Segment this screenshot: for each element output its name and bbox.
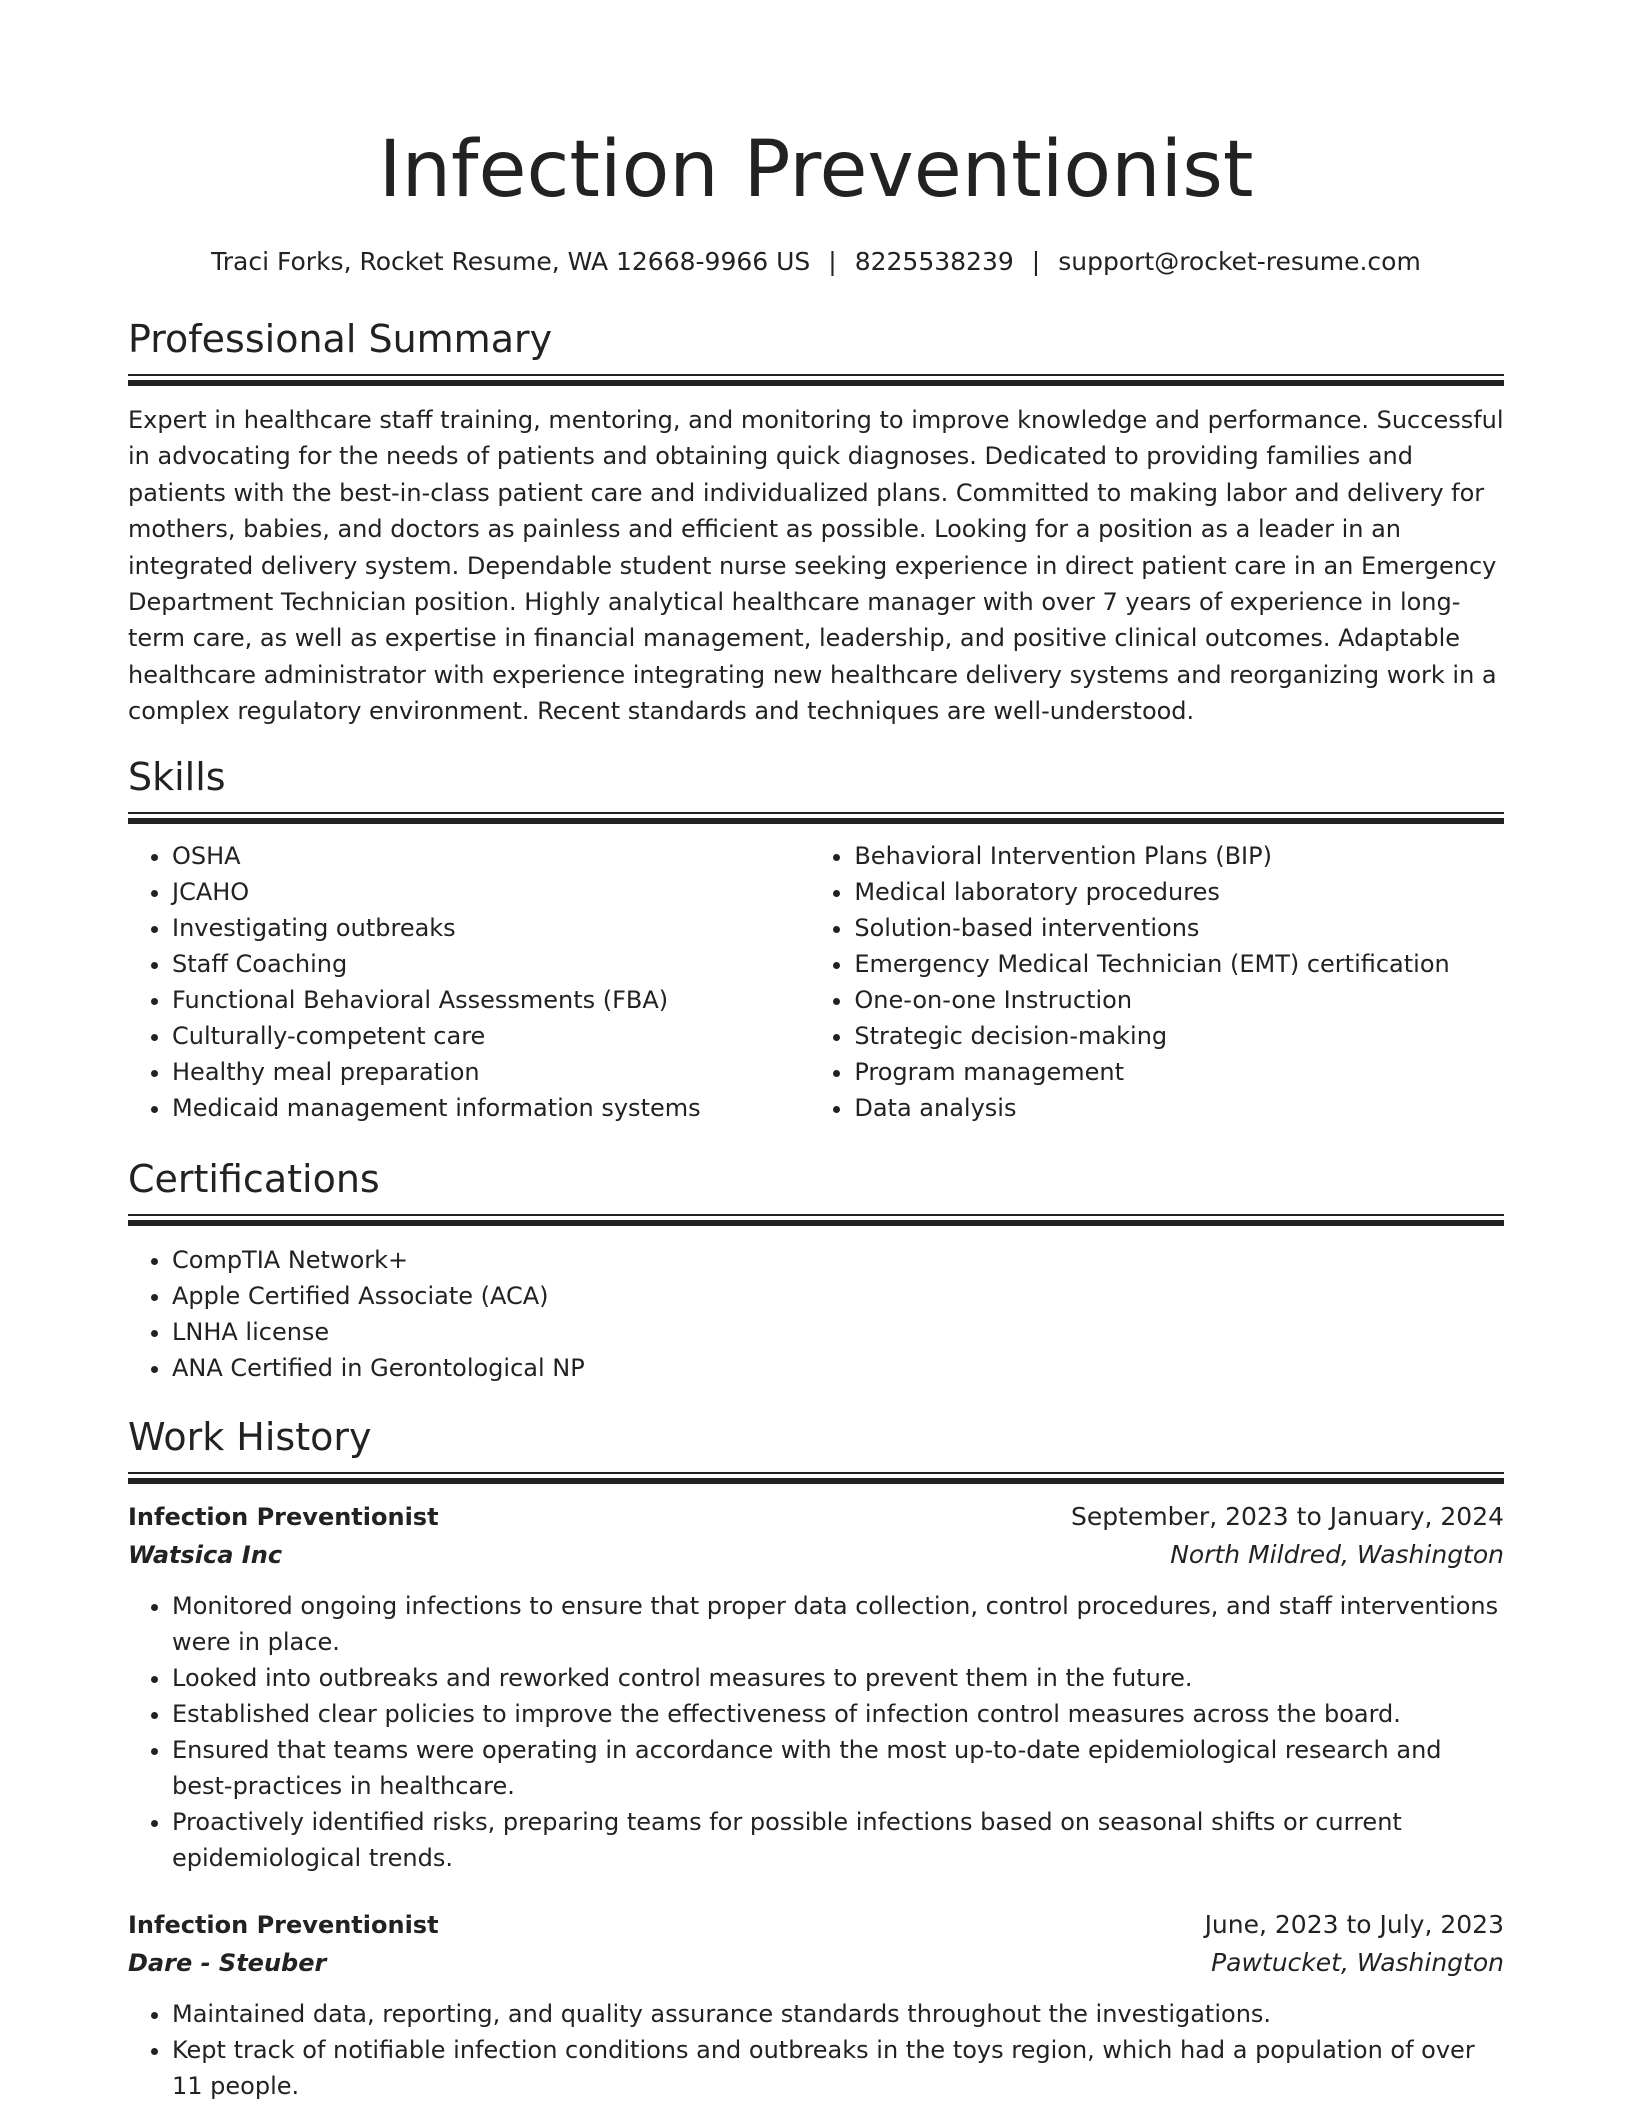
contact-line [128,244,1504,280]
skill-item: • Medical laboratory procedures [854,874,1504,910]
job-bullet: • Looked into outbreaks and reworked control measures to prevent them in the future. [172,1660,1504,1696]
section-heading: Work History [128,1414,372,1459]
section-heading: Certifications [128,1156,380,1201]
skills-list-left [128,838,810,1126]
skill-item: • Culturally-competent care [172,1018,810,1054]
job-bullet: • Monitored ongoing infections to ensure that proper data collection, control procedures, and staff interventions were in place. [172,1588,1504,1660]
job-location: Pawtucket, Washington [1211,1947,1504,1977]
job-bullet: • Maintained data, reporting, and quality assurance standards throughout the investigations. [172,1996,1504,2032]
section-divider [128,1478,1504,1484]
contact-separator: | [828,247,837,276]
certification-item: • LNHA license [172,1314,1504,1350]
section-divider [128,1472,1504,1474]
skill-item: • Behavioral Intervention Plans (BIP) [854,838,1504,874]
skill-item: • OSHA [172,838,810,874]
skill-item: • JCAHO [172,874,810,910]
job-bullets [128,1588,1504,1876]
contact-address: Traci Forks, Rocket Resume, WA 12668-9966 US [211,247,811,276]
resume-title: Infection Preventionist [378,125,1254,215]
job-company: Dare - Steuber [128,1948,327,1977]
summary-section [128,314,1504,730]
contact-phone: 8225538239 [854,247,1014,276]
job-header [128,1906,1504,1944]
skill-item: • Functional Behavioral Assessments (FBA) [172,982,810,1018]
skill-item: • Investigating outbreaks [172,910,810,946]
job-bullet: • Established clear policies to improve the effectiveness of infection control measures across the board. [172,1696,1504,1732]
section-divider [128,812,1504,814]
job-bullet: • Ensured that teams were operating in accordance with the most up-to-date epidemiological research and best-practices in healthcare. [172,1732,1504,1804]
section-divider [128,1214,1504,1216]
certifications-list [128,1242,1504,1386]
section-divider [128,374,1504,376]
section-divider [128,380,1504,386]
skills-list-right [810,838,1504,1126]
job-dates: June, 2023 to July, 2023 [1204,1909,1504,1939]
job-title: Infection Preventionist [128,1502,439,1531]
certification-item: • ANA Certified in Gerontological NP [172,1350,1504,1386]
section-heading: Professional Summary [128,317,553,361]
job-subheader [128,1536,1504,1574]
skill-item: • Healthy meal preparation [172,1054,810,1090]
job-entry [128,1906,1504,2104]
job-subheader [128,1944,1504,1982]
contact-separator: | [1031,247,1041,276]
job-dates: September, 2023 to January, 2024 [1071,1501,1504,1531]
skill-item: • Medicaid management information systems [172,1090,810,1126]
certification-item: • CompTIA Network+ [172,1242,1504,1278]
section-divider [128,1220,1504,1226]
skills-grid [128,838,1504,1126]
skills-section [128,752,1504,1126]
skill-item: • Solution-based interventions [854,910,1504,946]
job-bullet: • Kept track of notifiable infection conditions and outbreaks in the toys region, which had a population of over 11 people. [172,2032,1504,2104]
certifications-section [128,1154,1504,1386]
certification-item: • Apple Certified Associate (ACA) [172,1278,1504,1314]
skill-item: • Data analysis [854,1090,1504,1126]
skill-item: • Staff Coaching [172,946,810,982]
job-company: Watsica Inc [128,1540,283,1569]
job-header [128,1498,1504,1536]
skill-item: • Program management [854,1054,1504,1090]
section-divider [128,818,1504,824]
job-bullet: • Proactively identified risks, preparing teams for possible infections based on seasonal shifts or current epidemiological trends. [172,1804,1504,1876]
job-title: Infection Preventionist [128,1910,439,1939]
job-entry [128,1498,1504,1876]
job-location: North Mildred, Washington [1170,1539,1504,1569]
contact-email: support@rocket-resume.com [1058,247,1421,276]
work-history-section [128,1412,1504,2104]
job-bullets [128,1996,1504,2104]
section-heading: Skills [128,754,226,799]
skill-item: • Emergency Medical Technician (EMT) certification [854,946,1504,982]
skill-item: • Strategic decision-making [854,1018,1504,1054]
skill-item: • One-on-one Instruction [854,982,1504,1018]
summary-text: Expert in healthcare staff training, mentoring, and monitoring to improve knowledge and performance. Successful in advocating for the needs of patients and obtaining quick diagnoses. Dedicated to providing families and patients with the best-in-class patient care and individualized plans. Committed to making labor and delivery for mothers, babies, and doctors as painless and efficient as possible. Looking for a position as a leader in an integrated delivery system. Dependable student nurse seeking experience in direct patient care in an Emergency Department Technician position. Highly analytical healthcare manager with over 7 years of experience in long-term care, as well as expertise in financial management, leadership, and positive clinical outcomes. Adaptable healthcare administrator with experience integrating new healthcare delivery systems and reorganizing work in a complex regulatory environment. Recent standards and techniques are well-understood. [128,406,1504,726]
